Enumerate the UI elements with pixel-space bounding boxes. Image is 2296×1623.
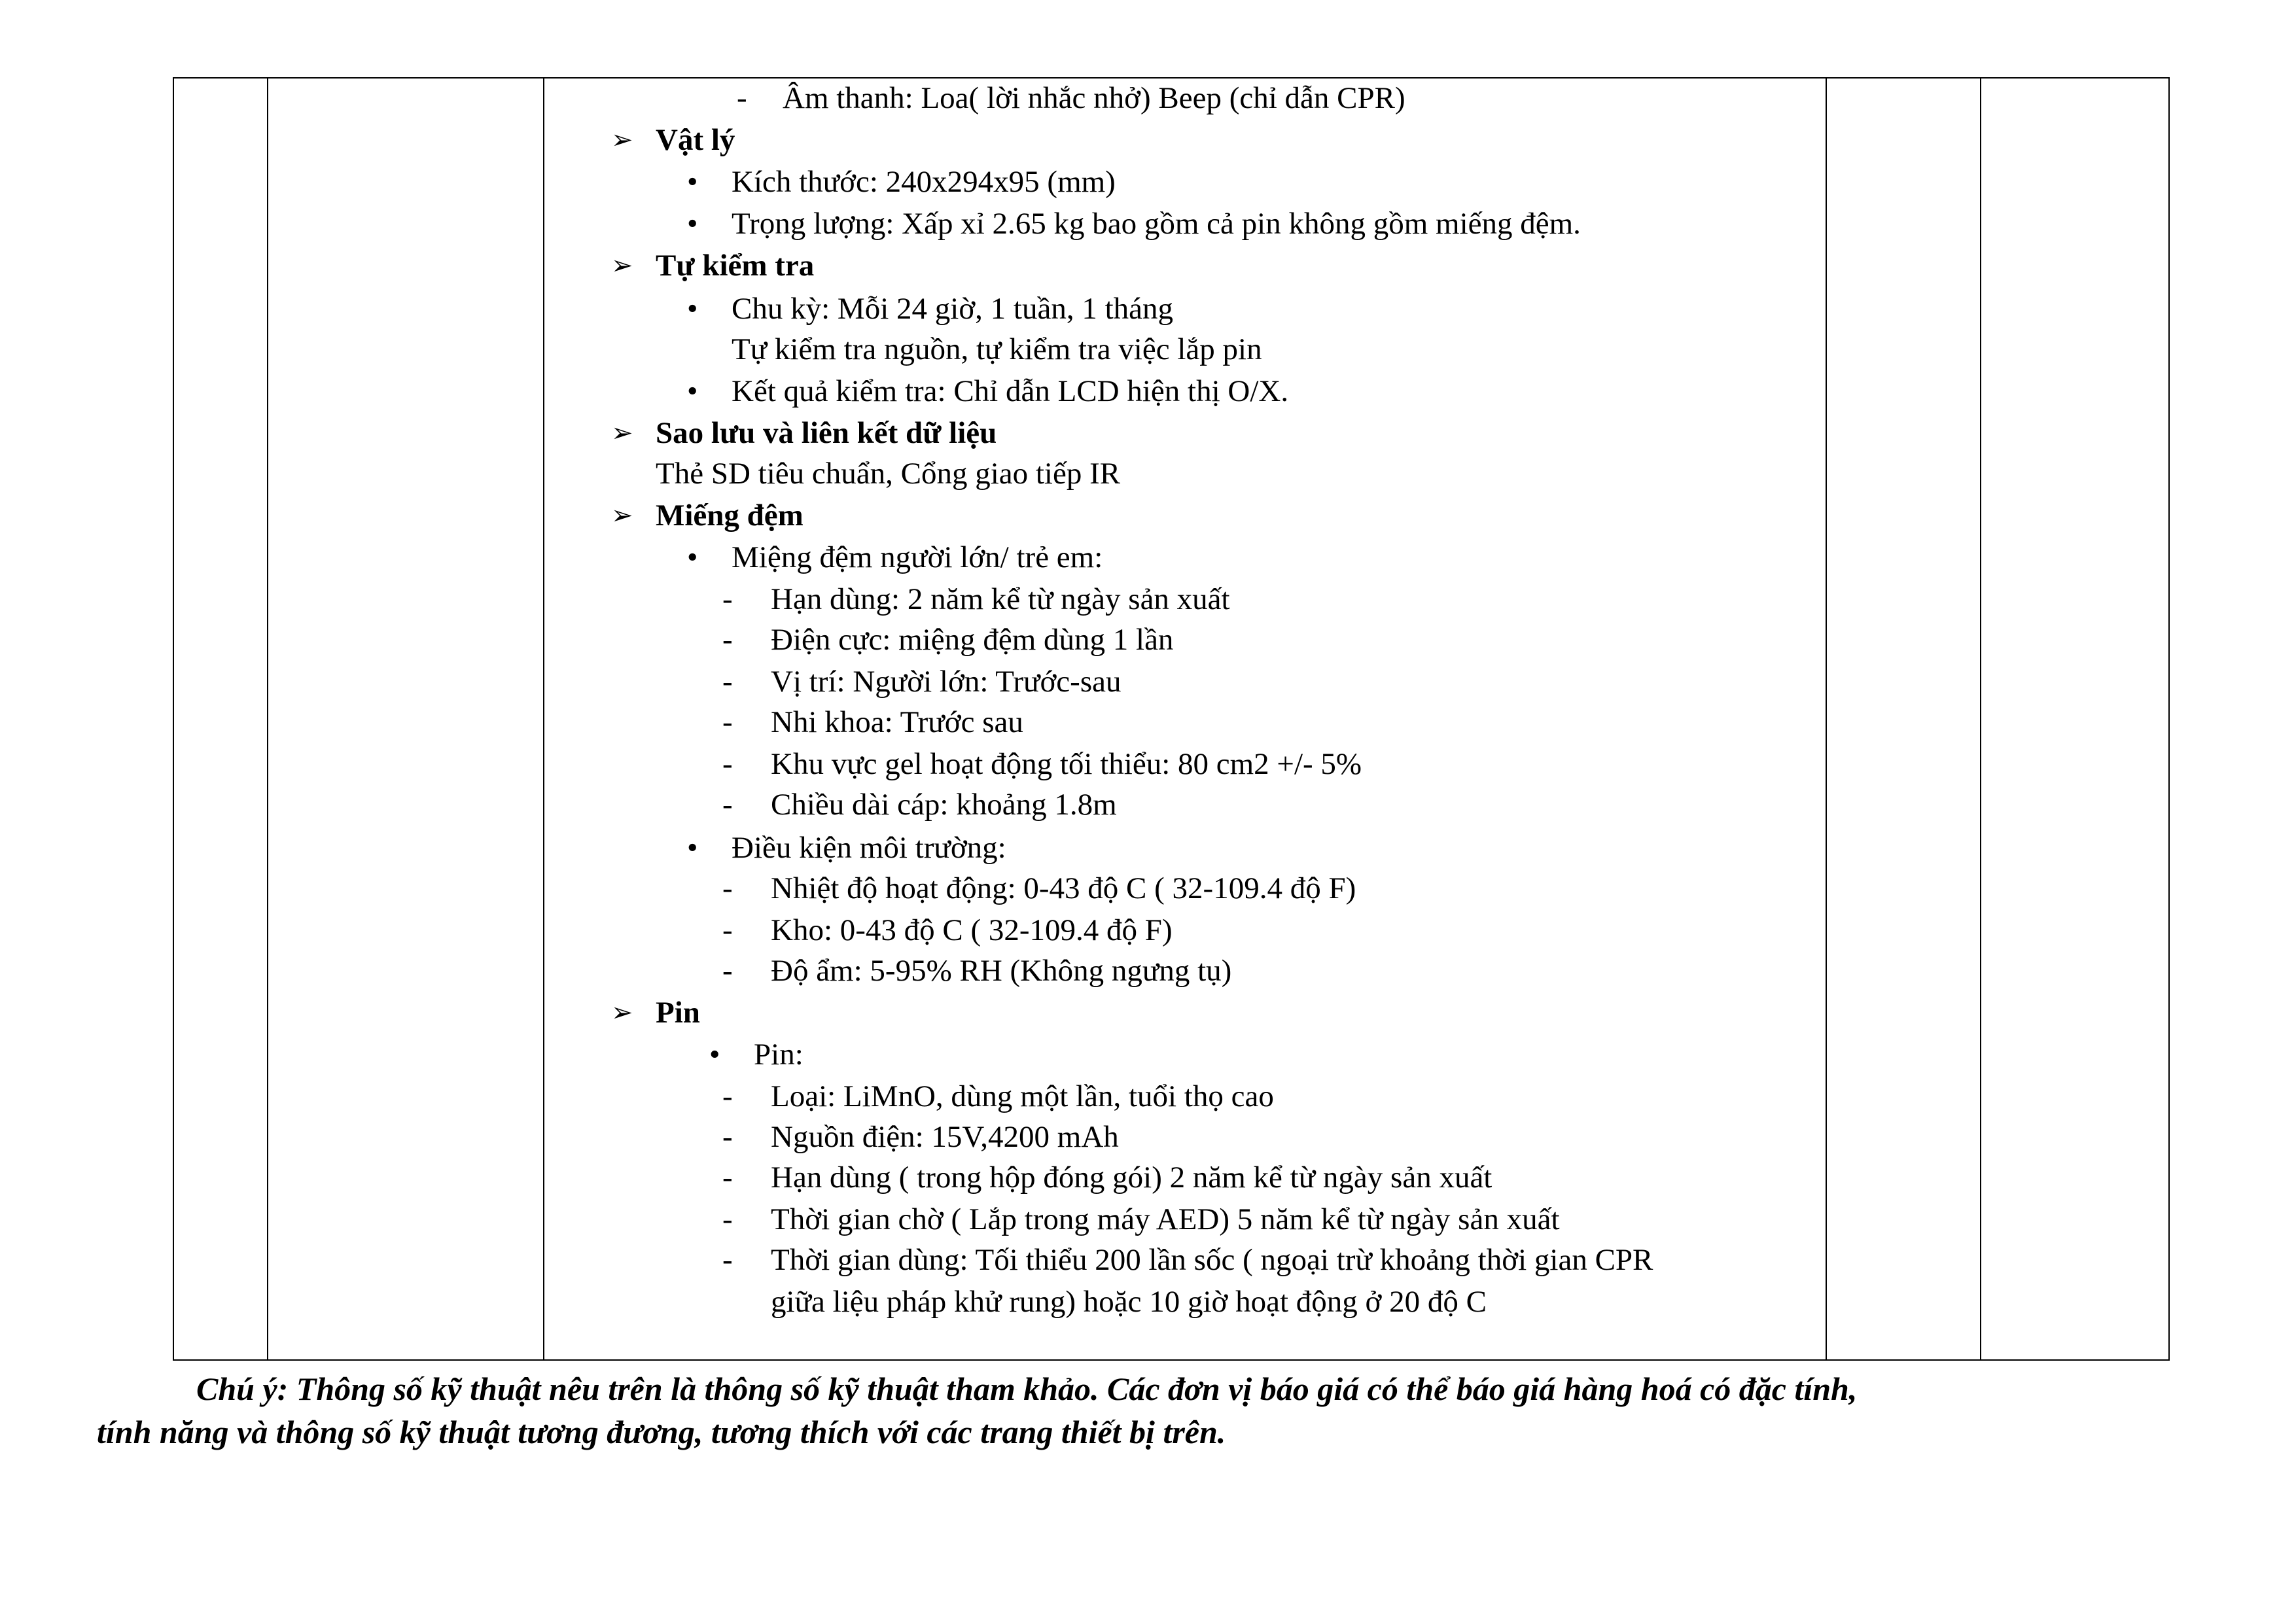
- dash-marker: -: [722, 954, 733, 988]
- arrow-bullet-icon: ➢: [611, 125, 633, 154]
- dash-marker: -: [722, 582, 733, 616]
- dash-marker: -: [722, 913, 733, 947]
- dash-marker: -: [722, 623, 733, 657]
- list-item: Vị trí: Người lớn: Trước-sau: [771, 665, 1122, 699]
- list-item: Chiều dài cáp: khoảng 1.8m: [771, 788, 1117, 822]
- dash-marker: -: [737, 81, 747, 115]
- dash-marker: -: [722, 665, 733, 699]
- dash-marker: -: [722, 747, 733, 781]
- arrow-bullet-icon: ➢: [611, 998, 633, 1027]
- list-item: Loại: LiMnO, dùng một lần, tuổi thọ cao: [771, 1079, 1274, 1113]
- dash-marker: -: [722, 788, 733, 822]
- footnote-line: tính năng và thông số kỹ thuật tương đương, tương thích với các trang thiết bị trên.: [97, 1414, 1226, 1450]
- list-item: Khu vực gel hoạt động tối thiểu: 80 cm2 +/- 5%: [771, 747, 1362, 781]
- physical-heading: Vật lý: [656, 123, 735, 157]
- list-item: Chu kỳ: Mỗi 24 giờ, 1 tuần, 1 tháng: [732, 292, 1174, 326]
- list-item-continuation: Tự kiểm tra nguồn, tự kiểm tra việc lắp pin: [732, 332, 1262, 366]
- arrow-bullet-icon: ➢: [611, 418, 633, 447]
- list-item: Nguồn điện: 15V,4200 mAh: [771, 1120, 1119, 1154]
- dash-marker: -: [722, 705, 733, 739]
- bullet-icon: •: [709, 1038, 720, 1072]
- selftest-heading: Tự kiểm tra: [656, 249, 815, 283]
- sound-line: Âm thanh: Loa( lời nhắc nhở) Beep (chỉ dẫn CPR): [783, 81, 1405, 115]
- list-item: Pin:: [754, 1038, 804, 1072]
- dash-marker: -: [722, 1120, 733, 1154]
- list-item: Độ ẩm: 5-95% RH (Không ngưng tụ): [771, 954, 1232, 988]
- bullet-icon: •: [687, 207, 698, 241]
- pads-heading: Miếng đệm: [656, 498, 804, 532]
- bullet-icon: •: [687, 540, 698, 574]
- list-item: Kết quả kiểm tra: Chỉ dẫn LCD hiện thị O/X.: [732, 374, 1289, 408]
- list-item: Điện cực: miệng đệm dùng 1 lần: [771, 623, 1174, 657]
- dash-marker: -: [722, 1243, 733, 1277]
- list-item: Trọng lượng: Xấp xỉ 2.65 kg bao gồm cả pin không gồm miếng đệm.: [732, 207, 1581, 241]
- list-item: Hạn dùng ( trong hộp đóng gói) 2 năm kể từ ngày sản xuất: [771, 1161, 1492, 1195]
- list-item: Miệng đệm người lớn/ trẻ em:: [732, 540, 1103, 574]
- list-item: Kho: 0-43 độ C ( 32-109.4 độ F): [771, 913, 1173, 947]
- list-item: Nhiệt độ hoạt động: 0-43 độ C ( 32-109.4 độ F): [771, 871, 1356, 905]
- bullet-icon: •: [687, 165, 698, 199]
- backup-text: Thẻ SD tiêu chuẩn, Cổng giao tiếp IR: [656, 457, 1121, 491]
- list-item: Thời gian chờ ( Lắp trong máy AED) 5 năm kể từ ngày sản xuất: [771, 1202, 1560, 1236]
- list-item: Điều kiện môi trường:: [732, 831, 1006, 865]
- spec-cell: [174, 79, 2168, 1359]
- list-item-continuation: giữa liệu pháp khử rung) hoặc 10 giờ hoạt động ở 20 độ C: [771, 1285, 1487, 1319]
- arrow-bullet-icon: ➢: [611, 251, 633, 280]
- dash-marker: -: [722, 1202, 733, 1236]
- footnote-line: Chú ý: Thông số kỹ thuật nêu trên là thông số kỹ thuật tham khảo. Các đơn vị báo giá có thể báo giá hàng hoá có đặc tính,: [196, 1370, 1858, 1407]
- list-item: Hạn dùng: 2 năm kể từ ngày sản xuất: [771, 582, 1230, 616]
- dash-marker: -: [722, 1079, 733, 1113]
- list-item: Thời gian dùng: Tối thiểu 200 lần sốc ( ngoại trừ khoảng thời gian CPR: [771, 1243, 1653, 1277]
- dash-marker: -: [722, 1161, 733, 1195]
- bullet-icon: •: [687, 292, 698, 326]
- spec-table: [173, 77, 2170, 1361]
- dash-marker: -: [722, 871, 733, 905]
- arrow-bullet-icon: ➢: [611, 500, 633, 530]
- backup-heading: Sao lưu và liên kết dữ liệu: [656, 416, 997, 450]
- list-item: Nhi khoa: Trước sau: [771, 705, 1023, 739]
- bullet-icon: •: [687, 374, 698, 408]
- battery-heading: Pin: [656, 996, 700, 1030]
- bullet-icon: •: [687, 831, 698, 865]
- list-item: Kích thước: 240x294x95 (mm): [732, 165, 1116, 199]
